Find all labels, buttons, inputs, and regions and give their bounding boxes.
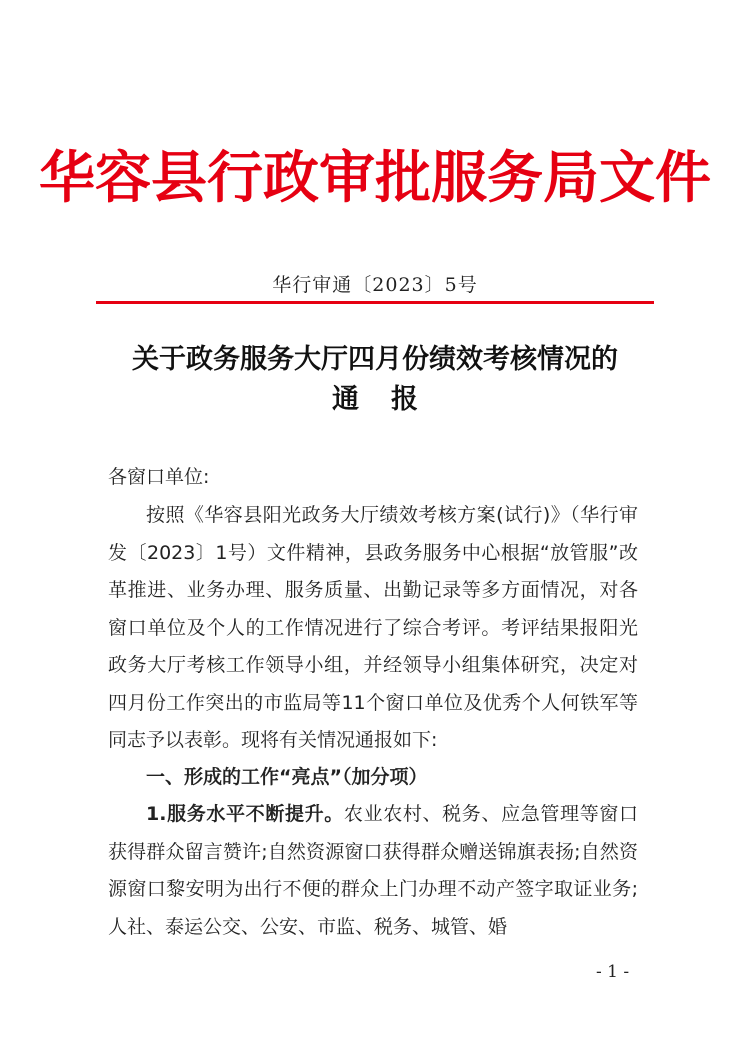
item-lead: 1.服务水平不断提升。: [146, 803, 344, 825]
section-heading-highlights: 一、形成的工作“亮点”（加分项）: [146, 766, 428, 788]
salutation: 各窗口单位:: [108, 466, 210, 488]
notice-title: [0, 340, 750, 420]
page-number: - 1 -: [596, 962, 630, 982]
item-text: 农业农村、税务、应急管理等窗口获得群众留言赞许;自然资源窗口获得群众赠送锦旗表扬;自然资源窗口黎安明为出行不便的群众上门办理不动产签字取证业务;人社、泰运公交、公安、市监、税务、城管、婚: [108, 803, 638, 938]
agency-document-header: 华容县行政审批服务局文件: [39, 145, 711, 211]
notice-title-line2: 通报: [332, 384, 450, 415]
intro-paragraph: 按照《华容县阳光政务大厅绩效考核方案(试行)》（华行审发〔2023〕1号）文件精神，县政务服务中心根据“放管服”改革推进、业务办理、服务质量、出勤记录等多方面情况，对各窗口单位及个人的工作情况进行了综合考评。考评结果报阳光政务大厅考核工作领导小组，并经领导小组集体研究，决定对四月份工作突出的市监局等11个窗口单位及优秀个人何铁军等同志予以表彰。现将有关情况通报如下:: [108, 504, 638, 751]
notice-title-line1: 关于政务服务大厅四月份绩效考核情况的: [132, 344, 618, 375]
red-divider-line: [96, 301, 654, 304]
document-number: 华行审通〔2023〕5号: [272, 274, 478, 296]
item-paragraph-service: [108, 796, 638, 946]
